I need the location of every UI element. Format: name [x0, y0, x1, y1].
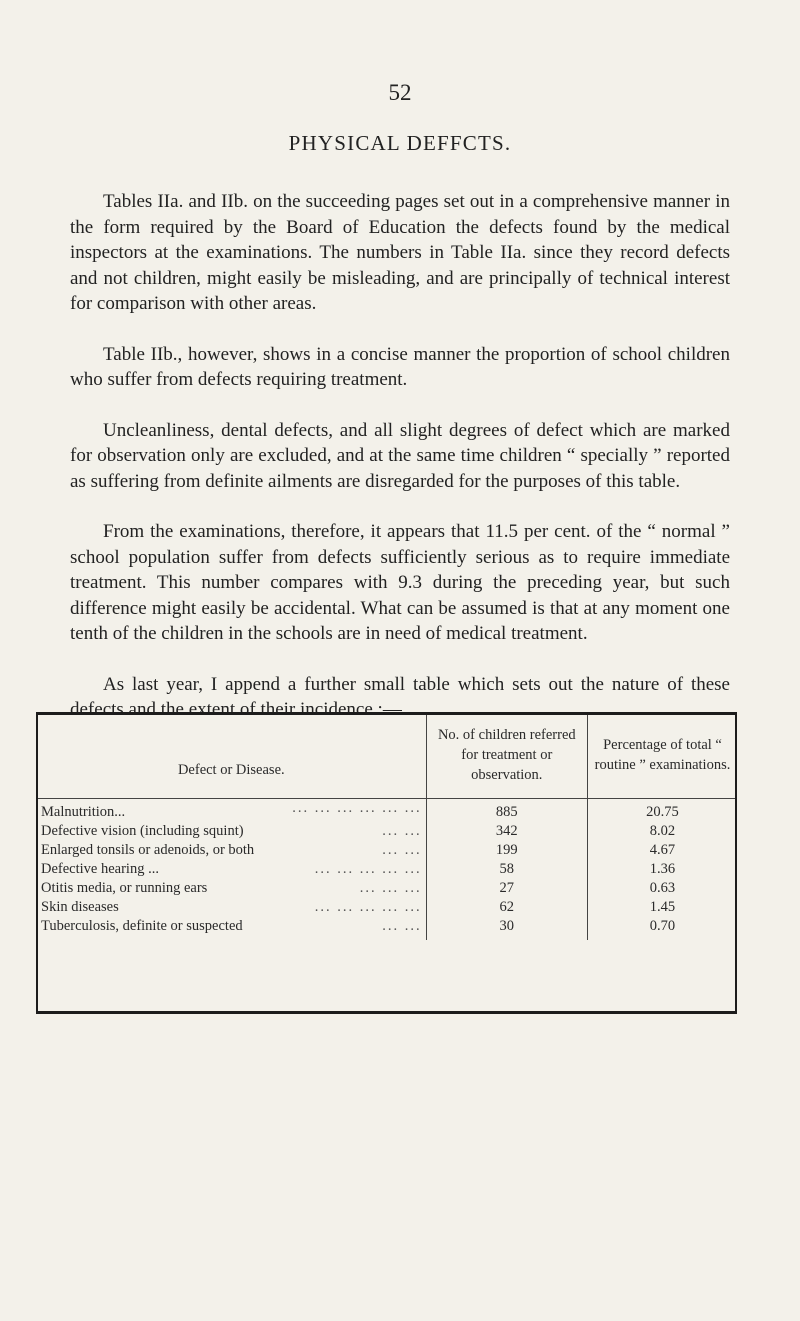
leader-dots: ... ... [382, 823, 422, 839]
table-row [37, 917, 737, 940]
count-cell: 199 [426, 841, 587, 860]
defect-name: Tuberculosis, definite or suspected [41, 918, 243, 934]
table-header-row [37, 712, 737, 799]
leader-dots: ... ... [382, 842, 422, 858]
defect-name: Otitis media, or running ears [41, 880, 208, 896]
paragraph: Uncleanliness, dental defects, and all slight degrees of defect which are marked for observation only are excluded, and at the same time children “ specially ” reported as suffering from definite ailments are disregarded for the purposes of this table. [70, 419, 730, 492]
body-text [70, 189, 730, 748]
percentage-cell: 0.63 [587, 879, 737, 898]
table-row [37, 841, 737, 860]
defect-name: Defective vision (including squint) [41, 823, 244, 839]
table-row [37, 860, 737, 879]
paragraph: Table IIb., however, shows in a concise manner the proportion of school children who suffer from defects requiring treatment. [70, 343, 730, 390]
count-cell: 342 [426, 822, 587, 841]
count-cell: 58 [426, 860, 587, 879]
page-number: 52 [388, 80, 412, 105]
percentage-cell: 4.67 [587, 841, 737, 860]
leader-dots: ... ... ... ... ... ... [292, 800, 422, 816]
count-cell: 30 [426, 917, 587, 940]
header-defect: Defect or Disease. [37, 712, 426, 799]
count-cell: 27 [426, 879, 587, 898]
leader-dots: ... ... ... ... ... [314, 861, 422, 877]
count-cell: 885 [426, 799, 587, 823]
defects-table [37, 712, 737, 940]
table-row [37, 898, 737, 917]
header-percentage: Percentage of total “ routine ” examinations. [587, 712, 737, 799]
defect-name: Malnutrition... [41, 804, 126, 820]
defect-name: Defective hearing ... [41, 861, 159, 877]
paragraph: Tables IIa. and IIb. on the succeeding pages set out in a comprehensive manner in the form required by the Board of Education the defects found by the medical inspectors at the examinations. The numbers in Table IIa. since they record defects and not children, might easily be misleading, and are principally of technical interest for comparison with other areas. [70, 191, 730, 314]
table-row [37, 822, 737, 841]
percentage-cell: 0.70 [587, 917, 737, 940]
leader-dots: ... ... [382, 918, 422, 934]
leader-dots: ... ... ... ... ... [314, 899, 422, 915]
percentage-cell: 1.45 [587, 898, 737, 917]
table-row [37, 879, 737, 898]
paragraph: As last year, I append a further small table which sets out the nature of these defects and the extent of their incidence :— [70, 673, 730, 720]
table-row [37, 799, 737, 823]
defect-name: Enlarged tonsils or adenoids, or both [41, 842, 255, 858]
header-count: No. of children referred for treatment or observation. [426, 712, 587, 799]
leader-dots: ... ... ... [359, 880, 422, 896]
paragraph: From the examinations, therefore, it appears that 11.5 per cent. of the “ normal ” school population suffer from defects sufficiently serious as to require immediate treatment. This number compares with 9.3 during the preceding year, but such difference might easily be accidental. What can be assumed is that at any moment one tenth of the children in the schools are in need of medical treatment. [70, 521, 730, 644]
percentage-cell: 20.75 [587, 799, 737, 823]
percentage-cell: 8.02 [587, 822, 737, 841]
defect-name: Skin diseases [41, 899, 119, 915]
section-title: PHYSICAL DEFFCTS. [288, 131, 512, 155]
count-cell: 62 [426, 898, 587, 917]
percentage-cell: 1.36 [587, 860, 737, 879]
